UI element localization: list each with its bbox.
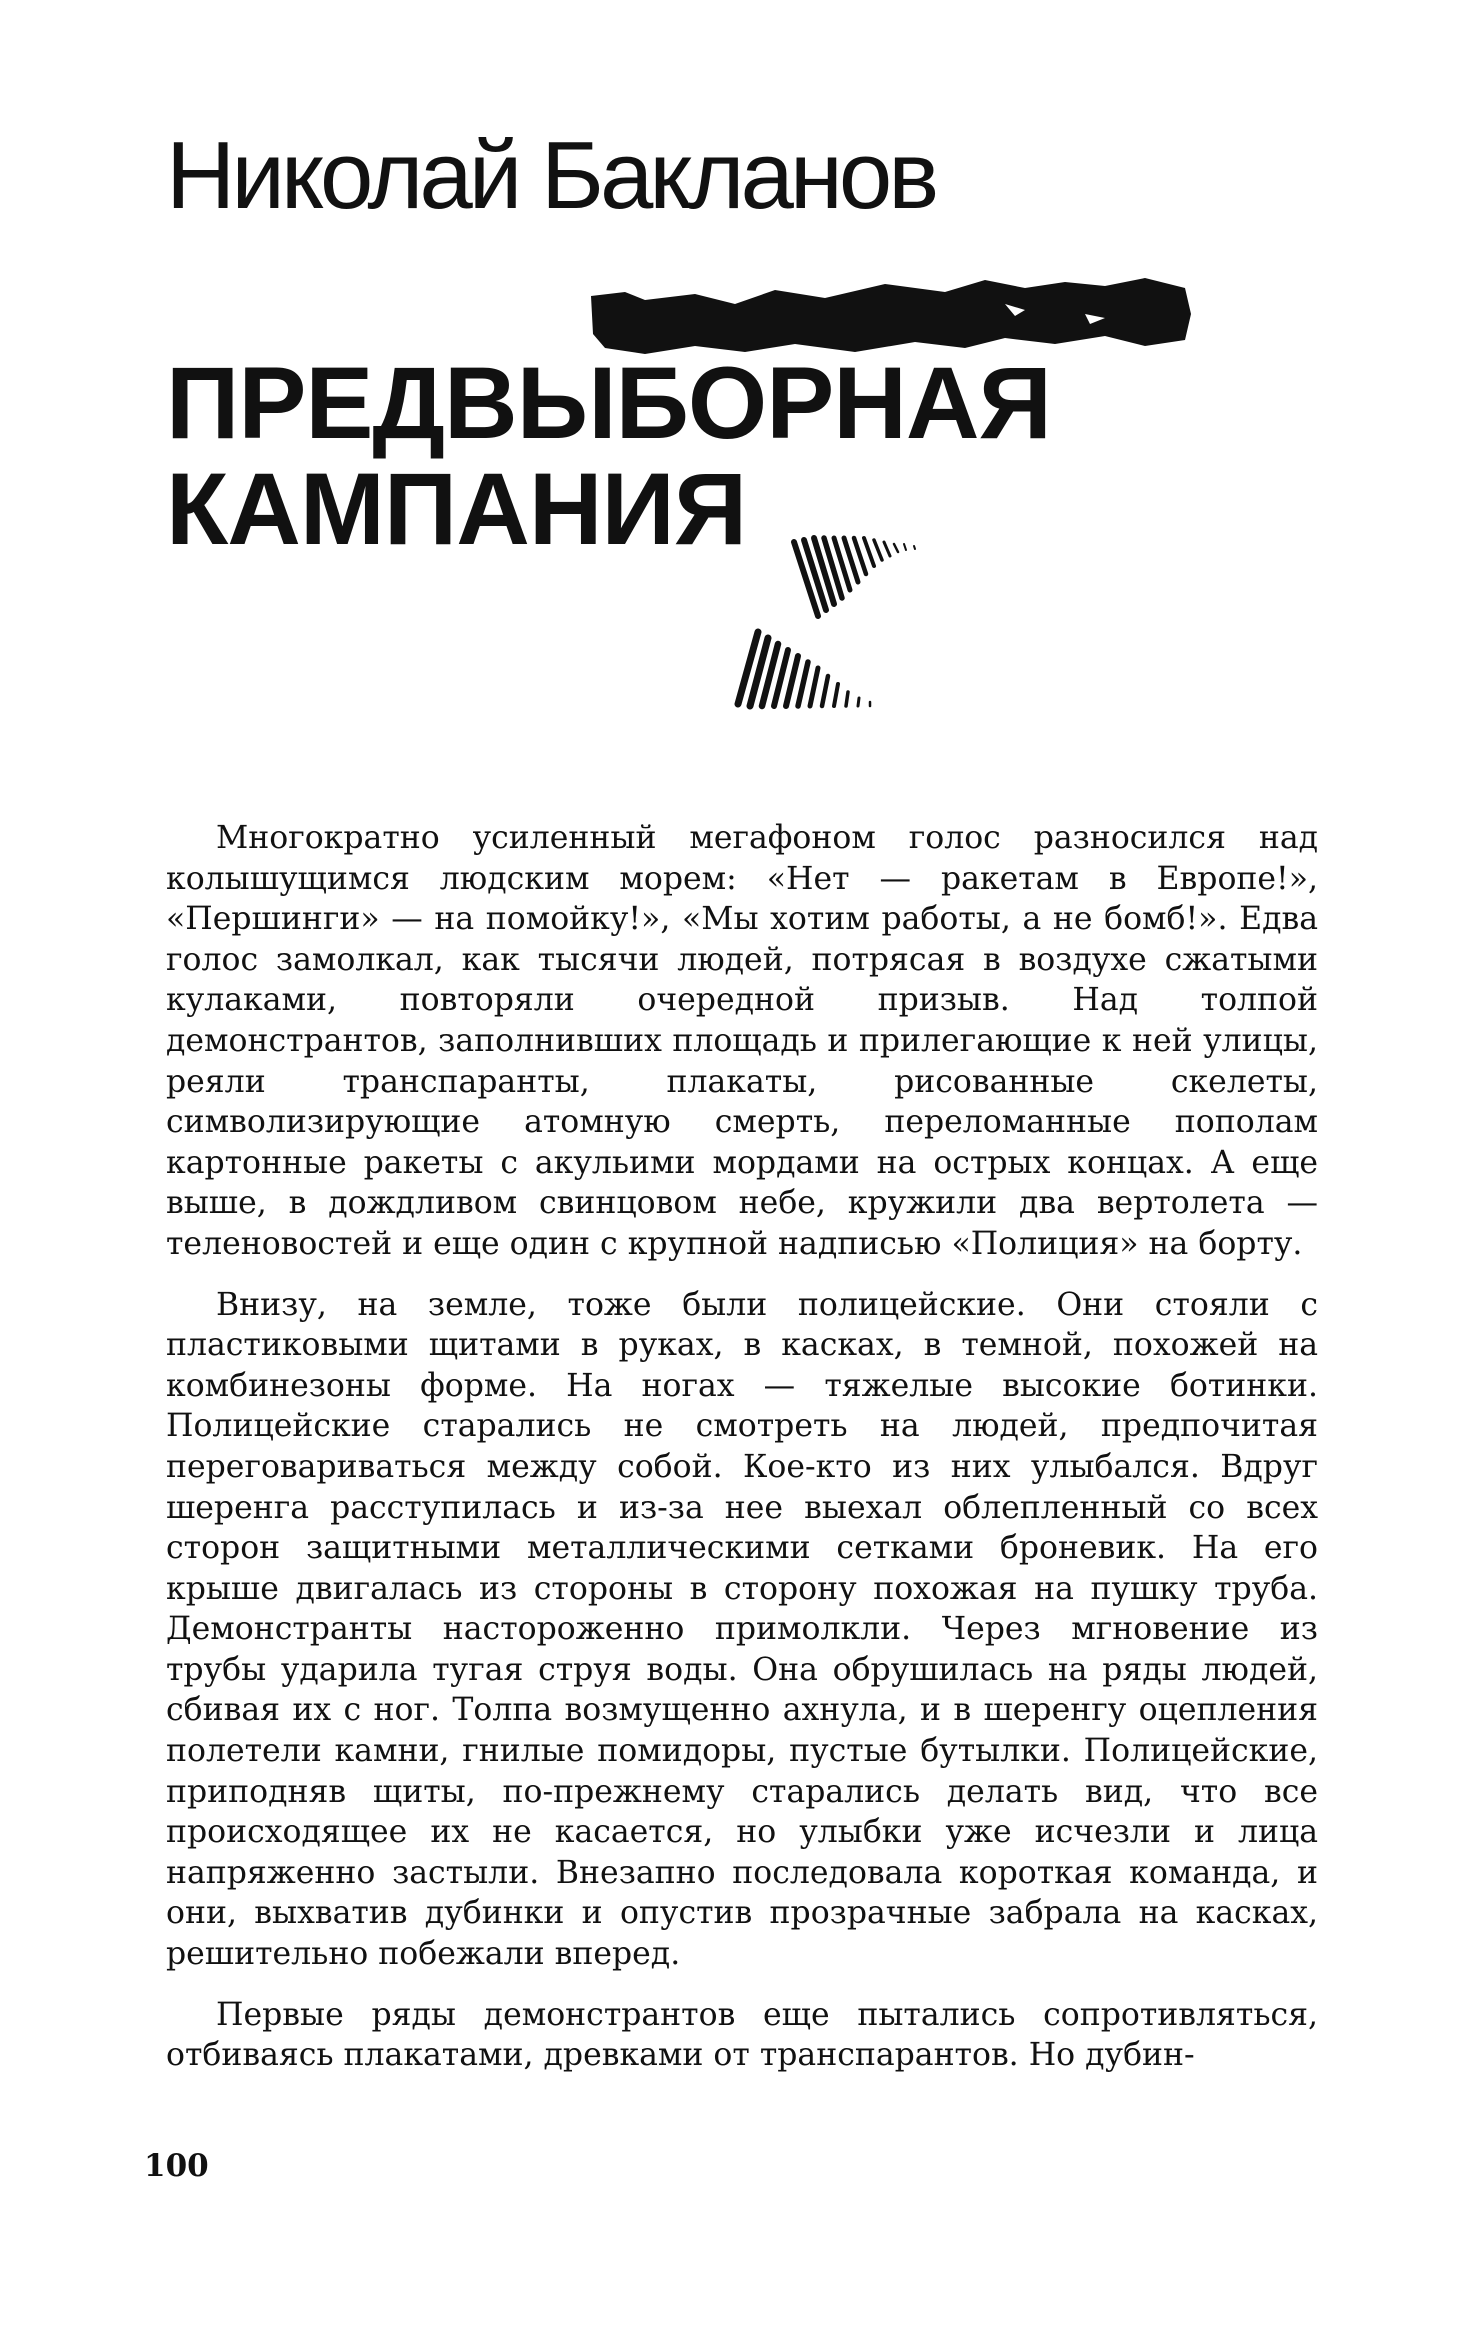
title-line-1: ПРЕДВЫБОРНАЯ [166,346,1051,460]
title-line-2: КАМПАНИЯ [166,452,747,566]
paragraph: Многократно усиленный мегафоном голос разносился над колышущимся людским морем: «Нет — ракетам в Европе!», «Першинги» — на помойку!», «Мы хотим работы, а не бомб!». Едва голос замолкал, как тысячи людей, потрясая в воздухе сжатыми кулаками, повторяли очередной призыв. Над толпой демонстрантов, заполнивших площадь и прилегающие к ней улицы, реяли транспаранты, плакаты, рисованные скелеты, символизирующие атомную смерть, переломанные пополам картонные ракеты с акульими мордами на острых концах. А еще выше, в дождливом свинцовом небе, кружили два вертолета — теленовостей и еще один с крупной надписью «Полиция» на борту. [166,820,1318,1262]
paragraph: Первые ряды демонстрантов еще пытались сопротивляться, отбиваясь плакатами, древками от транспарантов. Но дубин- [166,1996,1318,2074]
upper-hatch [794,538,915,616]
lower-hatch [738,632,870,706]
author-name: Николай Бакланов [166,122,936,229]
hatch-decoration [660,520,960,720]
story-body [166,818,1318,2096]
paragraph: Внизу, на земле, тоже были полицейские. Они стояли с пластиковыми щитами в руках, в касках, в темной, похожей на комбинезоны форме. На ногах — тяжелые высокие ботинки. Полицейские старались не смотреть на людей, предпочитая переговариваться между собой. Кое-кто из них улыбался. Вдруг шеренга расступилась и из-за нее выехал облепленный со всех сторон защитными металлическими сетками броневик. На его крыше двигалась из стороны в сторону похожая на пушку труба. Демонстранты настороженно примолкли. Через мгновение из трубы ударила тугая струя воды. Она обрушилась на ряды людей, сбивая их с ног. Толпа возмущенно ахнула, и в шеренгу оцепления полетели камни, гнилые помидоры, пустые бутылки. Полицейские, приподняв щиты, по-прежнему старались делать вид, что все происходящее их не касается, но улыбки уже исчезли и лица напряженно застыли. Внезапно последовала короткая команда, и они, выхватив дубинки и опустив прозрачные забрала на касках, решительно побежали вперед. [166,1286,1318,1973]
page-number: 100 [144,2148,209,2184]
